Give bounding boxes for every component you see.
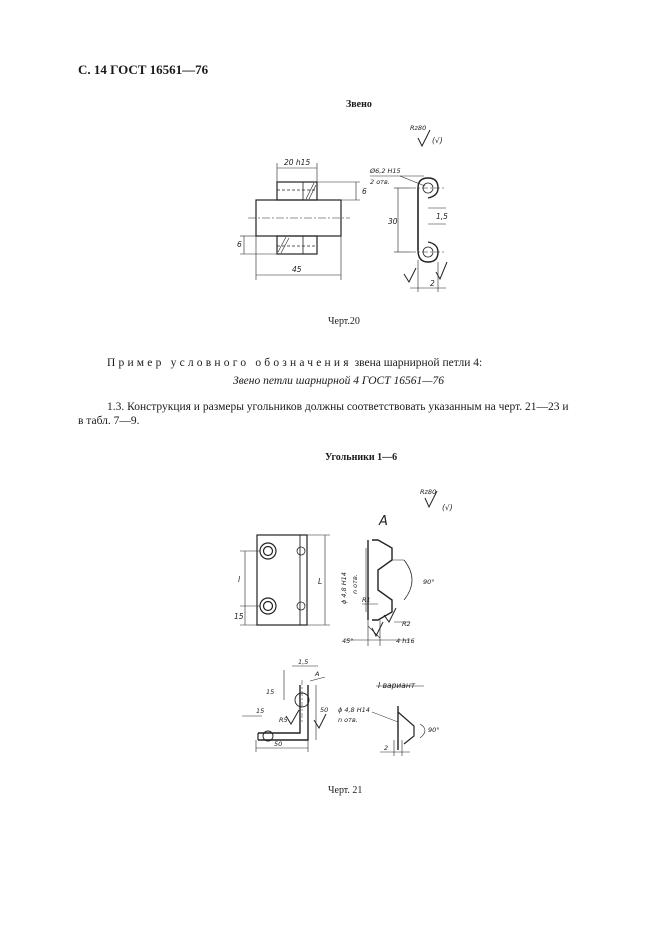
- fig21-roughness-paren: (√): [442, 503, 453, 512]
- page-header: С. 14 ГОСТ 16561—76: [78, 62, 209, 77]
- fig21-dim-width: 4 h16: [396, 637, 415, 645]
- fig20-dim-thickness-left: 6: [237, 240, 242, 249]
- fig21-dim-length: 50: [274, 740, 283, 748]
- fig21-dim-thick: 2: [384, 744, 389, 752]
- fig21-dim-holes-n2: n отв.: [338, 716, 358, 724]
- fig21-dim-angle2: 90°: [428, 726, 440, 734]
- figure21-caption: Черт. 21: [328, 785, 363, 796]
- figure20-title: Звено: [346, 99, 372, 110]
- fig21-dim-L: L: [318, 577, 323, 586]
- example-intro-rest: звена шарнирной петли 4:: [354, 357, 483, 369]
- fig20-roughness: Rz80: [410, 124, 427, 132]
- fig21-dim-gap: 1,5: [298, 658, 309, 666]
- fig21-dim-height: 50: [320, 706, 329, 714]
- fig21-dim-edge2: 15: [266, 688, 275, 696]
- example-designation: Звено петли шарнирной 4 ГОСТ 16561—76: [233, 375, 444, 387]
- fig21-roughness: Rz80: [420, 488, 437, 496]
- fig21-dim-hole2: ϕ 4,8 H14: [338, 706, 370, 714]
- fig21-dim-l: l: [238, 575, 241, 584]
- fig21-dim-angle: 90°: [423, 578, 435, 586]
- fig21-dim-holes-n: n отв.: [351, 574, 359, 594]
- fig21-view-label: А: [379, 514, 388, 529]
- fig21-dim-edge3: 15: [256, 707, 265, 715]
- fig20-dim-hole: Ø6,2 H15: [370, 167, 401, 175]
- paragraph-line1: 1.3. Конструкция и размеры угольников должны соответствовать указанным на черт. 21—23 и: [107, 401, 569, 413]
- fig21-dim-r5: R5: [279, 716, 288, 724]
- fig20-dim-gap: 1,5: [436, 212, 448, 221]
- fig21-dim-a-mark: А: [315, 670, 320, 678]
- fig20-dim-thickness: 6: [362, 187, 367, 196]
- fig21-dim-r1: R1: [362, 596, 371, 604]
- fig20-dim-length: 45: [292, 265, 302, 274]
- figure21-title: Угольники 1—6: [325, 452, 398, 463]
- fig20-roughness-paren: (√): [432, 136, 443, 145]
- fig20-dim-sheet: 2: [430, 279, 435, 288]
- figure20-caption: Черт.20: [328, 316, 360, 327]
- fig21-dim-r2: R2: [402, 620, 411, 628]
- example-intro-spaced: Пример условного обозначения: [107, 357, 352, 369]
- fig20-dim-height: 30: [388, 217, 398, 226]
- fig20-dim-width: 20 h15: [284, 158, 311, 167]
- fig21-dim-chamfer: 45°: [342, 637, 354, 645]
- fig21-dim-edge: 15: [234, 612, 244, 621]
- fig21-variant-label: I вариант: [378, 681, 416, 690]
- fig20-dim-holes-count: 2 отв.: [370, 178, 390, 186]
- fig21-dim-hole: ϕ 4,8 H14: [340, 572, 348, 604]
- paragraph-line2: в табл. 7—9.: [78, 415, 140, 427]
